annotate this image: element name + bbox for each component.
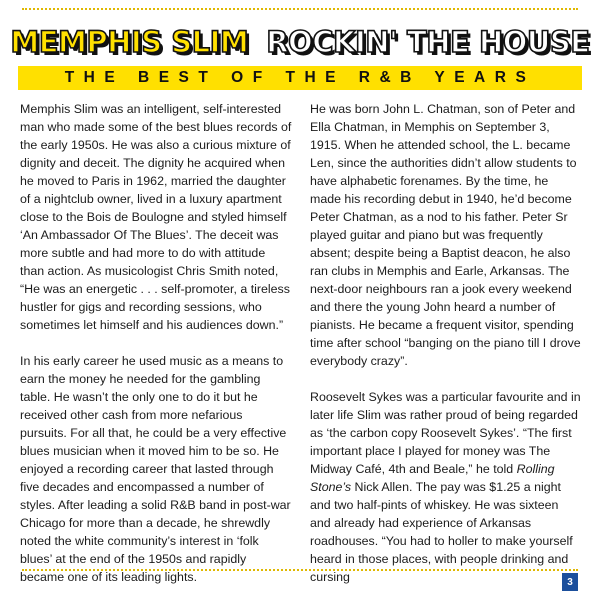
- page-title: [10, 22, 590, 62]
- subtitle-text: THE BEST OF THE R&B YEARS: [64, 69, 536, 86]
- bottom-dotted-rule: [22, 569, 578, 571]
- right-text-column: [310, 100, 582, 604]
- page-number-badge: 3: [562, 573, 578, 591]
- right-paragraph-2-end: Nick Allen. The pay was $1.25 a night and two half-pints of whiskey. He was sixteen and already had experience of Arkansas roadhouses. “You had to holler to make yourself heard in those places, with people drinking and cursing: [310, 480, 573, 584]
- right-paragraph-1: He was born John L. Chatman, son of Peter and Ella Chatman, in Memphis on September 3, 1915. When he attended school, the L. became Len, since the authorities didn’t allow students to have alphabetic forenames. By the time, he made his recording debut in 1940, he’d become Peter Chatman, as a nod to his father. Peter Sr played guitar and piano but was frequently absent; despite being a Baptist deacon, he also ran clubs in Memphis and Earle, Arkansas. The next-door neighbours ran a jook every weekend and there the young John heard a number of pianists. He became a frequent visitor, spending time after school “banging on the piano till I drove everybody crazy”.: [310, 102, 581, 368]
- top-dotted-rule: [22, 8, 578, 10]
- publication-name: Rolling Stone’s: [310, 462, 555, 494]
- left-text-column: [20, 100, 292, 604]
- right-paragraph-2-start: Roosevelt Sykes was a particular favourite and in later life Slim was rather proud of being regarded as ‘the carbon copy Roosevelt Sykes’. “The first important place I played for money was The Midway Café, 4th and Beale,” he told: [310, 390, 581, 476]
- artist-name: MEMPHIS SLIM: [10, 25, 249, 59]
- left-paragraph-1: Memphis Slim was an intelligent, self-interested man who made some of the best blues records of the early 1950s. He was also a curious mixture of dignity and deceit. The dignity he acquired when he moved to Paris in 1962, married the daughter of a nightclub owner, lived in a luxury apartment close to the Bois de Boulogne and styled himself ‘An Ambassador Of The Blues’. The deceit was more subtle and had more to do with attitude than action. As musicologist Chris Smith noted, “He was an energetic . . . self-promoter, a tireless hustler for gigs and recording sessions, who sometimes let himself and his audiences down.”: [20, 102, 292, 332]
- album-title: ROCKIN' THE HOUSE: [266, 25, 590, 59]
- left-paragraph-2: In his early career he used music as a means to earn the money he needed for the gambling table. He wasn’t the only one to do it but he received other cash from more nefarious pursuits. For all that, he could be a very effective blues musician when it moved him to be so. He enjoyed a recording career that lasted through five decades and encompassed a number of styles. After leading a solid R&B band in post-war Chicago for more than a decade, he shrewdly noted the white community’s interest in ‘folk blues’ at the end of the 1950s and rapidly became one of its leading lights.: [20, 354, 291, 584]
- subtitle-banner: [18, 66, 582, 90]
- right-paragraph-2: [310, 388, 582, 586]
